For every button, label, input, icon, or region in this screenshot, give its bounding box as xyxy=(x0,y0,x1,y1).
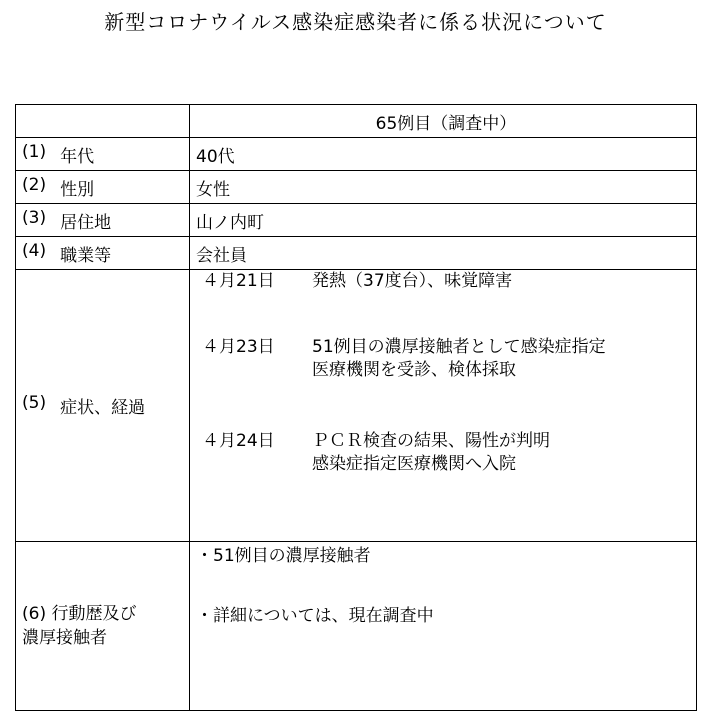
entry-line: 51例目の濃厚接触者として感染症指定 xyxy=(312,337,606,357)
row-number: (6) xyxy=(22,604,47,624)
table-row-occupation xyxy=(16,237,697,270)
entry-line: ＰＣＲ検査の結果、陽性が判明 xyxy=(312,431,550,451)
row-label-text: 行動歴及び xyxy=(51,604,137,624)
header-blank-cell xyxy=(16,105,190,138)
table-header-row xyxy=(16,105,697,138)
entry-date: ４月23日 xyxy=(202,337,275,357)
row-value: 山ノ内町 xyxy=(190,204,697,237)
table-row-age xyxy=(16,138,697,171)
table-row-sex xyxy=(16,171,697,204)
entry-date: ４月24日 xyxy=(202,431,275,451)
entry-line: 医療機関を受診、検体採取 xyxy=(312,360,516,380)
row-number: (4) xyxy=(22,240,47,261)
row-label-text: 症状、経過 xyxy=(60,398,146,418)
row-label xyxy=(22,602,189,650)
row-number: (5) xyxy=(22,393,47,413)
row-label-text: 居住地 xyxy=(60,212,112,233)
timeline-entry xyxy=(196,270,696,293)
entry-description xyxy=(312,270,696,293)
row-label xyxy=(22,208,189,233)
table-row-contacts xyxy=(16,542,697,711)
entry-line: 感染症指定医療機関へ入院 xyxy=(312,454,516,474)
timeline-entry xyxy=(196,336,696,382)
row-label xyxy=(22,241,189,266)
row-label xyxy=(22,393,189,418)
bullet-item: ・51例目の濃厚接触者 xyxy=(196,546,371,566)
row-label-text: 年代 xyxy=(60,146,95,167)
case-report-table xyxy=(15,104,697,711)
row-label-text: 性別 xyxy=(60,179,95,200)
row-label-text: 濃厚接触者 xyxy=(22,628,107,648)
row-label xyxy=(22,175,189,200)
page-title: 新型コロナウイルス感染症感染者に係る状況について xyxy=(104,10,607,34)
row-label xyxy=(22,142,189,167)
row-value: 会社員 xyxy=(190,237,697,270)
timeline-entry xyxy=(196,430,696,476)
row-number: (2) xyxy=(22,174,47,195)
table-row-symptoms-course xyxy=(16,270,697,542)
entry-description xyxy=(312,336,696,382)
entry-line: 発熱（37度台）、味覚障害 xyxy=(312,271,513,291)
row-number: (3) xyxy=(22,207,47,228)
entry-description xyxy=(312,430,696,476)
row-label-line xyxy=(22,602,189,626)
bullet-item: ・詳細については、現在調査中 xyxy=(196,606,434,626)
table-row-residence xyxy=(16,204,697,237)
row-value: 40代 xyxy=(190,138,697,171)
row-number: (1) xyxy=(22,141,47,162)
contacts-cell xyxy=(190,542,697,711)
row-value: 女性 xyxy=(190,171,697,204)
row-label-text: 職業等 xyxy=(60,245,112,266)
case-id-header: 65例目（調査中） xyxy=(190,105,697,138)
entry-date: ４月21日 xyxy=(202,271,275,291)
course-cell xyxy=(190,270,697,542)
